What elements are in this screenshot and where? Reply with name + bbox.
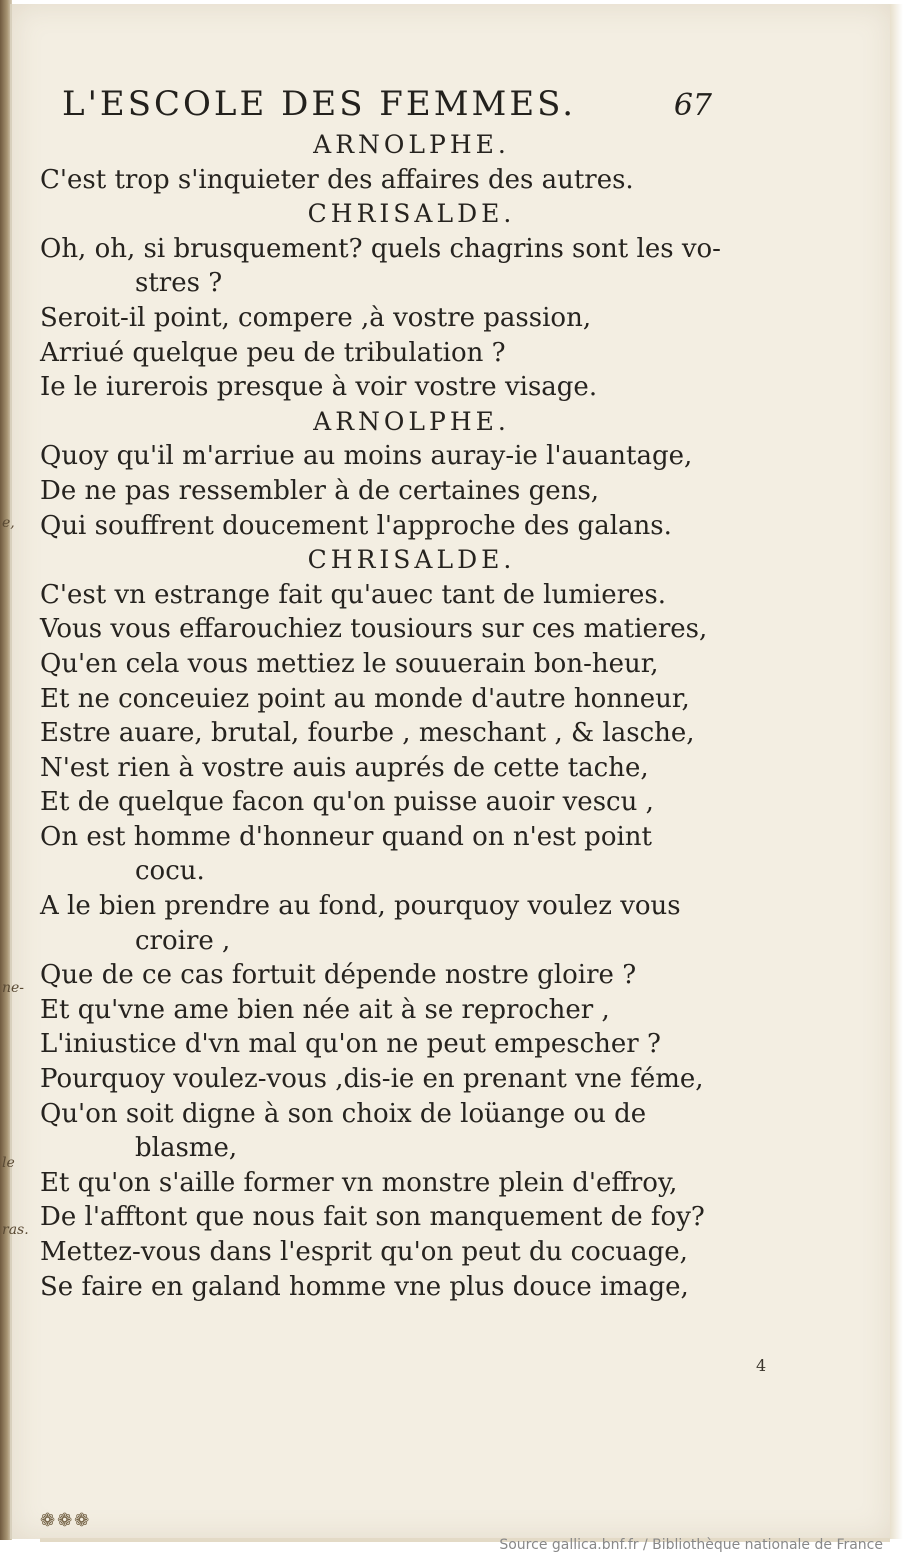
verse-line: Qui souffrent doucement l'approche des galans. <box>40 510 672 541</box>
margin-note: e, <box>2 515 15 531</box>
margin-note: ras. <box>2 1222 29 1238</box>
verse-line: N'est rien à vostre auis auprés de cette tache, <box>40 752 649 783</box>
verse-line: Oh, oh, si brusquement? quels chagrins sont les vo- <box>40 233 721 264</box>
verse-line: L'iniustice d'vn mal qu'on ne peut empescher ? <box>40 1029 661 1060</box>
speaker-name: ARNOLPHE. <box>313 130 510 159</box>
running-title: L'ESCOLE DES FEMMES. <box>62 84 577 124</box>
verse-line: Estre auare, brutal, fourbe , meschant , & lasche, <box>40 718 695 749</box>
verse-line: Mettez-vous dans l'esprit qu'on peut du cocuage, <box>40 1237 688 1267</box>
verse-line: Et qu'on s'aille former vn monstre plein d'effroy, <box>40 1167 678 1198</box>
verse-line: Et de quelque facon qu'on puisse auoir vescu , <box>40 787 654 818</box>
verse-line: Se faire en galand homme vne plus douce image, <box>40 1271 689 1302</box>
verse-line: Seroit-il point, compere ,à vostre passion, <box>40 302 592 333</box>
verse-line: Pourquoy voulez-vous ,dis-ie en prenant vne féme, <box>40 1064 704 1095</box>
verse-line: C'est trop s'inquieter des affaires des autres. <box>40 164 634 195</box>
binding-ornament-icon: ❁❁❁ <box>40 1510 92 1531</box>
source-credit: Source gallica.bnf.fr / Bibliothèque nationale de France <box>499 1537 883 1553</box>
play-text <box>0 128 903 1304</box>
verse-line: cocu. <box>135 856 205 887</box>
verse-line: A le bien prendre au fond, pourquoy voulez vous <box>40 891 681 922</box>
verse-line: Que de ce cas fortuit dépende nostre gloire ? <box>40 960 637 991</box>
verse-line: Arriué quelque peu de tribulation ? <box>40 337 506 368</box>
verse-line: Ie le iurerois presque à voir vostre visage. <box>40 372 598 403</box>
margin-note: ne- <box>2 980 25 996</box>
verse-line: On est homme d'honneur quand on n'est point <box>40 821 652 852</box>
verse-line: Qu'en cela vous mettiez le souuerain bon-heur, <box>40 648 659 679</box>
speaker-name: ARNOLPHE. <box>313 406 510 436</box>
verse-line: De l'afftont que nous fait son manquement de foy? <box>40 1202 705 1233</box>
verse-line: Quoy qu'il m'arriue au moins auray-ie l'auantage, <box>40 441 693 472</box>
speaker-name: CHRISALDE. <box>307 545 516 575</box>
catchword: 4 <box>756 1356 767 1375</box>
verse-line: stres ? <box>135 268 223 299</box>
page-number: 67 <box>673 88 712 123</box>
margin-note: le <box>2 1155 15 1171</box>
verse-line: Et ne conceuiez point au monde d'autre honneur, <box>40 683 690 714</box>
verse-line: blasme, <box>135 1133 238 1164</box>
verse-line: Qu'on soit digne à son choix de loüange ou de <box>40 1098 647 1129</box>
verse-line: croire , <box>135 925 231 956</box>
verse-line: Et qu'vne ame bien née ait à se reprocher , <box>40 994 610 1025</box>
verse-line: De ne pas ressembler à de certaines gens, <box>40 475 600 506</box>
verse-line: C'est vn estrange fait qu'auec tant de lumieres. <box>40 579 667 610</box>
speaker-name: CHRISALDE. <box>307 199 516 229</box>
running-header <box>62 84 712 128</box>
verse-line: Vous vous effarouchiez tousiours sur ces matieres, <box>40 614 708 645</box>
